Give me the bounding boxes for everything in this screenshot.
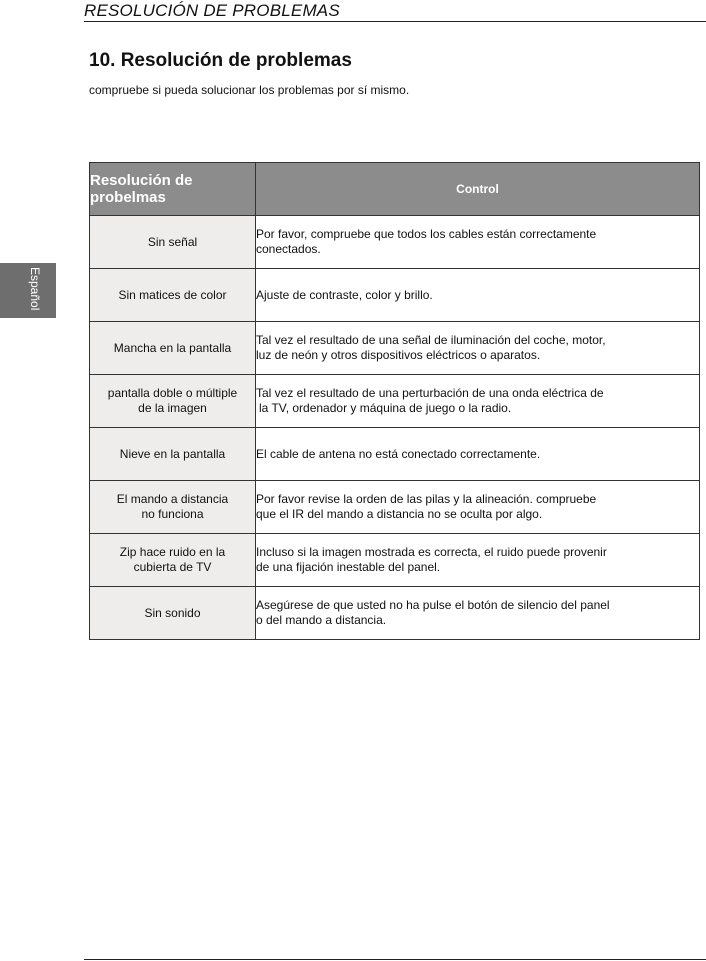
solution-cell — [256, 216, 700, 269]
problem-text: Sin matices de color — [118, 287, 227, 302]
solution-cell — [256, 269, 700, 322]
solution-text: conectados. — [256, 242, 321, 256]
running-header: RESOLUCIÓN DE PROBLEMAS — [84, 1, 340, 20]
solution-text: la TV, ordenador y máquina de juego o la radio. — [259, 401, 512, 415]
solution-text: luz de neón y otros dispositivos eléctricos o aparatos. — [256, 348, 541, 362]
footer-rule — [84, 959, 706, 960]
solution-text: Incluso si la imagen mostrada es correcta, el ruido puede provenir — [256, 545, 607, 559]
problem-text: Sin sonido — [144, 605, 201, 620]
table-row — [90, 428, 700, 481]
header-rule — [84, 21, 706, 22]
solution-text: Asegúrese de que usted no ha pulse el botón de silencio del panel — [256, 598, 610, 612]
solution-text: Por favor revise la orden de las pilas y la alineación. compruebe — [256, 492, 597, 506]
problem-text: El mando a distancia — [116, 492, 229, 506]
solution-text: El cable de antena no está conectado correctamente. — [256, 446, 541, 461]
table-row — [90, 375, 700, 428]
problem-cell — [90, 216, 256, 269]
table-row — [90, 534, 700, 587]
problem-text: Mancha en la pantalla — [113, 340, 232, 355]
solution-text: que el IR del mando a distancia no se oculta por algo. — [256, 507, 543, 521]
solution-cell — [256, 428, 700, 481]
troubleshooting-table — [89, 162, 700, 640]
problem-text: pantalla doble o múltiple — [107, 386, 238, 400]
table-row — [90, 269, 700, 322]
solution-text: o del mando a distancia. — [256, 613, 387, 627]
problem-cell — [90, 375, 256, 428]
solution-cell — [256, 534, 700, 587]
solution-text: de una fijación inestable del panel. — [256, 560, 441, 574]
solution-cell — [256, 322, 700, 375]
problem-cell — [90, 269, 256, 322]
problem-text: Nieve en la pantalla — [119, 446, 226, 461]
solution-cell — [256, 587, 700, 640]
table-row — [90, 216, 700, 269]
problem-text: de la imagen — [138, 401, 207, 415]
solution-cell — [256, 375, 700, 428]
problem-cell — [90, 481, 256, 534]
solution-text: Tal vez el resultado de una perturbación de una onda eléctrica de — [256, 386, 604, 400]
solution-text: Ajuste de contraste, color y brillo. — [256, 287, 433, 302]
language-tab — [0, 263, 56, 318]
table-row — [90, 481, 700, 534]
language-tab-label: Español — [28, 267, 42, 311]
problem-text: no funciona — [141, 507, 204, 521]
solution-text: Tal vez el resultado de una señal de iluminación del coche, motor, — [256, 333, 606, 347]
intro-text: compruebe si pueda solucionar los problemas por sí mismo. — [89, 83, 410, 97]
problem-cell — [90, 534, 256, 587]
table-row — [90, 587, 700, 640]
header-problem: Resolución de probelmas — [90, 163, 256, 216]
problem-text: Sin señal — [147, 234, 198, 249]
header-control: Control — [256, 163, 700, 216]
table-header-row — [90, 163, 700, 216]
solution-cell — [256, 481, 700, 534]
solution-text: Por favor, compruebe que todos los cables están correctamente — [256, 227, 597, 241]
section-title: 10. Resolución de problemas — [89, 50, 352, 71]
problem-text: Zip hace ruido en la — [119, 545, 226, 559]
table-row — [90, 322, 700, 375]
problem-cell — [90, 322, 256, 375]
problem-cell — [90, 587, 256, 640]
problem-text: cubierta de TV — [133, 560, 212, 574]
problem-cell — [90, 428, 256, 481]
